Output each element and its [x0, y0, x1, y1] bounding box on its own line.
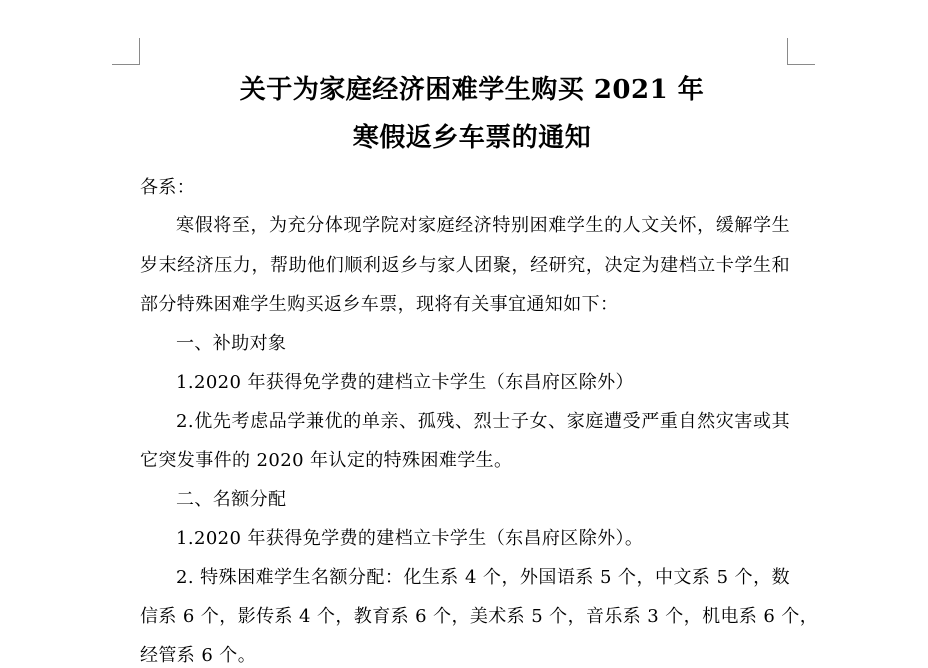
section-1-item-2-line-1: 2.优先考虑品学兼优的单亲、孤残、烈士子女、家庭遭受严重自然灾害或其: [176, 411, 790, 432]
section-1-heading: 一、补助对象: [176, 333, 287, 354]
intro-line-3: 部分特殊困难学生购买返乡车票，现将有关事宜通知如下：: [140, 294, 619, 315]
section-1-item-1: 1.2020 年获得免学费的建档立卡学生（东昌府区除外）: [176, 372, 634, 393]
section-2-item-2-line-2: 信系 6 个，影传系 4 个，教育系 6 个，美术系 5 个，音乐系 3 个，机电系 6 个，: [140, 606, 819, 627]
document-title-line-1: 关于为家庭经济困难学生购买 2021 年: [239, 75, 705, 105]
section-2-item-2-line-1: 2. 特殊困难学生名额分配：化生系 4 个，外国语系 5 个，中文系 5 个，数: [176, 567, 790, 588]
intro-line-2: 岁末经济压力，帮助他们顺利返乡与家人团聚，经研究，决定为建档立卡学生和: [140, 255, 790, 276]
section-1-item-2-line-2: 它突发事件的 2020 年认定的特殊困难学生。: [140, 450, 513, 471]
margin-corner-mark-left: [112, 38, 140, 65]
section-2-heading: 二、名额分配: [176, 489, 287, 510]
document-title-line-2: 寒假返乡车票的通知: [352, 123, 592, 153]
intro-line-1: 寒假将至，为充分体现学院对家庭经济特别困难学生的人文关怀，缓解学生: [176, 215, 790, 236]
salutation: 各系：: [140, 177, 196, 198]
margin-corner-mark-right: [787, 38, 815, 65]
section-2-item-2-line-3: 经管系 6 个。: [140, 645, 257, 666]
section-2-item-1: 1.2020 年获得免学费的建档立卡学生（东昌府区除外）。: [176, 528, 644, 549]
